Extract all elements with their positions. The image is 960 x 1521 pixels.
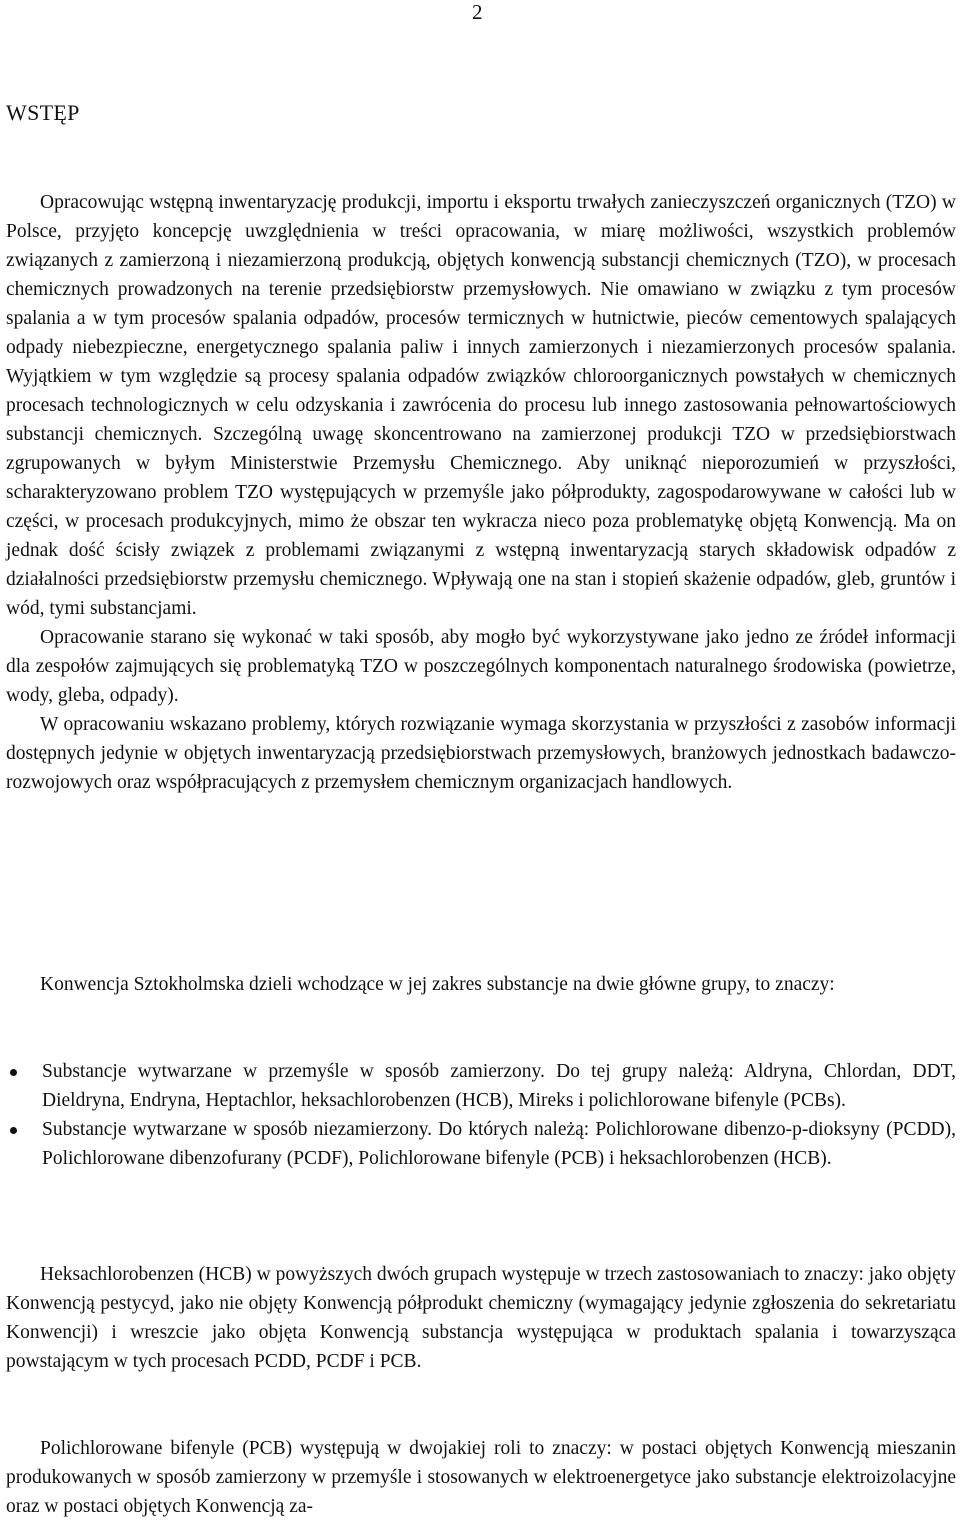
hcb-paragraph: Heksachlorobenzen (HCB) w powyższych dwóch grupach występuje w trzech zastosowaniach to znaczy: jako objęty Konwencją pestycyd, jako nie objęty Konwencją półprodukt chemiczny (wymagający jedynie zgłoszenia do sekretariatu Konwencji) i wreszcie jako objęta Konwencją substancja występująca w produktach spalania i towarzysząca powstającym w tych procesach PCDD, PCDF i PCB. — [6, 1264, 956, 1372]
bullet-item-1 — [6, 1057, 956, 1115]
pcb-section — [6, 1434, 956, 1521]
bullet-icon — [10, 1127, 17, 1134]
bullet-item-2 — [6, 1115, 956, 1173]
bullet-list — [6, 1057, 956, 1173]
bullet-list-section — [6, 1057, 956, 1173]
page-number: 2 — [472, 0, 483, 24]
intro-paragraph-3: W opracowaniu wskazano problemy, których rozwiązanie wymaga skorzystania w przyszłości z zasobów informacji dostępnych jedynie w objętych inwentaryzacją przedsiębiorstwach przemysłowych, branżowych jednostkach badawczo-rozwojowych oraz współpracujących z przemysłem chemicznym organizacjach handlowych. — [6, 714, 956, 793]
konwencja-section — [6, 970, 956, 999]
hcb-section — [6, 1260, 956, 1376]
section-heading: WSTĘP — [6, 100, 80, 125]
pcb-paragraph: Polichlorowane bifenyle (PCB) występują w dwojakiej roli to znaczy: w postaci objętych Konwencją mieszanin produkowanych w sposób zamierzony w przemyśle i stosowanych w elektroenergetyce jako substancje elektroizolacyjne oraz w postaci objętych Konwencją za- — [6, 1438, 956, 1517]
intro-section — [6, 188, 956, 797]
konwencja-paragraph: Konwencja Sztokholmska dzieli wchodzące w jej zakres substancje na dwie główne grupy, to znaczy: — [40, 974, 835, 995]
intro-paragraph-1: Opracowując wstępną inwentaryzację produkcji, importu i eksportu trwałych zanieczyszczeń organicznych (TZO) w Polsce, przyjęto koncepcję uwzględnienia w treści opracowania, w miarę możliwości, wszystkich problemów związanych z zamierzoną i niezamierzoną produkcją, objętych konwencją substancji chemicznych (TZO), w procesach chemicznych prowadzonych na terenie przedsiębiorstw przemysłowych. Nie omawiano w związku z tym procesów spalania a w tym procesów spalania odpadów, procesów termicznych w hutnictwie, pieców cementowych spalających odpady niebezpieczne, energetycznego spalania paliw i innych zamierzonych i niezamierzonych procesów spalania. Wyjątkiem w tym względzie są procesy spalania odpadów związków chloroorganicznych powstałych w chemicznych procesach technologicznych w celu odzyskania i zawrócenia do procesu lub innego zastosowania pełnowartościowych substancji chemicznych. Szczególną uwagę skoncentrowano na zamierzonej produkcji TZO w przedsiębiorstwach zgrupowanych w byłym Ministerstwie Przemysłu Chemicznego. Aby uniknąć nieporozumień w przyszłości, scharakteryzowano problem TZO występujących w przemyśle jako półprodukty, zagospodarowywane w całości lub w części, w procesach produkcyjnych, mimo że obszar ten wykracza nieco poza problematykę objętą Konwencją. Ma on jednak dość ścisły związek z problemami związanymi z wstępną inwentaryzacją starych składowisk odpadów z działalności przedsiębiorstw przemysłu chemicznego. Wpływają one na stan i stopień skażenie odpadów, gleb, gruntów i wód, tymi substancjami. — [6, 192, 956, 619]
intro-paragraph-2: Opracowanie starano się wykonać w taki sposób, aby mogło być wykorzystywane jako jedno ze źródeł informacji dla zespołów zajmujących się problematyką TZO w poszczególnych komponentach naturalnego środowiska (powietrze, wody, gleba, odpady). — [6, 627, 956, 706]
bullet-item-text: Substancje wytwarzane w sposób niezamierzony. Do których należą: Polichlorowane dibenzo-p-dioksyny (PCDD), Polichlorowane dibenzofurany (PCDF), Polichlorowane bifenyle (PCB) i heksachlorobenzen (HCB). — [42, 1119, 956, 1169]
bullet-icon — [10, 1069, 17, 1076]
bullet-item-text: Substancje wytwarzane w przemyśle w sposób zamierzony. Do tej grupy należą: Aldryna, Chlordan, DDT, Dieldryna, Endryna, Heptachlor, heksachlorobenzen (HCB), Mireks i polichlorowane bifenyle (PCBs). — [42, 1061, 956, 1111]
